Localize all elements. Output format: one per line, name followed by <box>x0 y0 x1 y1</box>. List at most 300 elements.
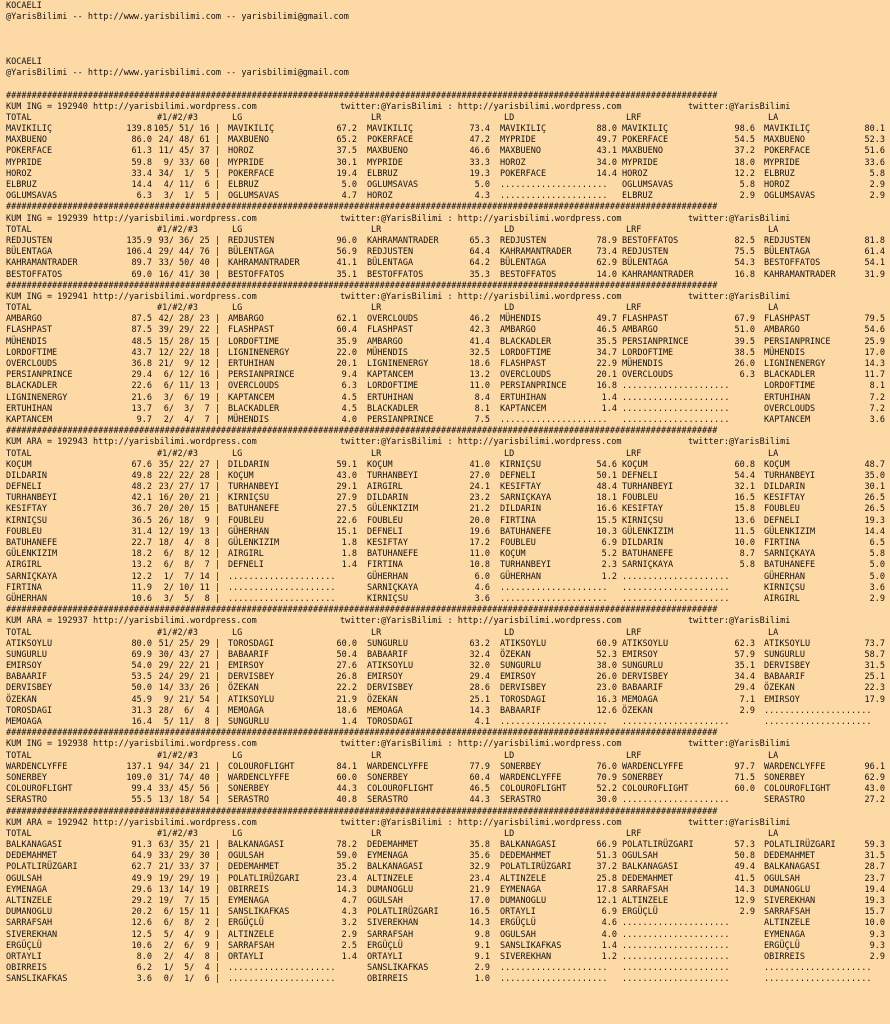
rank-name: GÜHERHAN <box>367 571 408 582</box>
rank-name: ..................... <box>622 571 730 582</box>
rank-name: ELBRUZ <box>764 168 795 179</box>
position-counts: 1/ 5/ 4 | <box>163 963 220 974</box>
col-ld: LD <box>504 303 515 314</box>
rank-name: DILDARIN <box>500 504 541 515</box>
total-score: 36.5 <box>131 515 152 526</box>
rank-value: 43.0 <box>336 470 357 481</box>
rank-value: 4.7 <box>341 191 357 202</box>
rank-value: 5.8 <box>869 549 885 560</box>
rank-value: 26.0 <box>596 672 617 683</box>
position-counts: 63/ 35/ 21 | <box>158 840 220 851</box>
rank-name: ALTINZELE <box>228 929 275 940</box>
col-positions: #1/#2/#3 <box>157 224 198 235</box>
horse-name: GÜLENKIZIM <box>6 549 58 560</box>
table-row <box>6 493 890 504</box>
rank-value: 67.9 <box>734 314 755 325</box>
rank-name: ..................... <box>500 582 608 593</box>
rank-name: AMBARGO <box>228 314 264 325</box>
rank-value: 97.7 <box>734 761 755 772</box>
table-row <box>6 504 890 515</box>
total-score: 48.5 <box>131 336 152 347</box>
rank-name: ..................... <box>622 974 730 985</box>
rank-name: BATUHANEFE <box>500 526 552 537</box>
rank-value: 9.8 <box>474 929 490 940</box>
rank-name: ELBRUZ <box>622 191 653 202</box>
total-score: 59.8 <box>131 157 152 168</box>
total-score: 11.9 <box>131 582 152 593</box>
rank-name: FOUBLEU <box>764 504 800 515</box>
horse-name: OBIRREIS <box>6 963 47 974</box>
rank-value: 11.7 <box>864 370 885 381</box>
table-row <box>6 896 890 907</box>
position-counts: 3/ 6/ 19 | <box>163 392 220 403</box>
separator-line: ########################################################################################################################################### <box>6 202 718 213</box>
rank-name: ..................... <box>228 582 336 593</box>
rank-name: ELBRUZ <box>228 180 259 190</box>
rank-value: 35.0 <box>864 470 885 481</box>
rank-value: 37.5 <box>336 146 357 157</box>
horse-name: BALKANAGASI <box>6 840 63 851</box>
rank-value: 40.8 <box>336 795 357 806</box>
rank-name: ERTUHIHAN <box>367 392 414 403</box>
rank-value: 64.4 <box>469 247 490 258</box>
rank-name: WARDENCLYFFE <box>367 761 429 772</box>
rank-name: BALKANAGASI <box>764 862 821 873</box>
rank-name: ATIKSOYLU <box>500 638 547 649</box>
rank-name: DILDARIN <box>622 538 663 548</box>
table-row <box>6 717 890 728</box>
rank-value: 26.5 <box>864 493 885 504</box>
rank-name: GÜLENKIZIM <box>764 526 816 537</box>
table-row <box>6 572 890 583</box>
col-positions: #1/#2/#3 <box>157 303 198 314</box>
separator-line: ########################################################################################################################################### <box>6 806 718 817</box>
table-row <box>6 695 890 706</box>
rank-value: 96.0 <box>336 235 357 246</box>
rank-name: FOUBLEU <box>367 515 403 526</box>
rank-name: AMBARGO <box>367 336 403 347</box>
rank-value: 16.3 <box>596 694 617 705</box>
table-row <box>6 516 890 527</box>
rank-name: EMIRSOY <box>500 672 536 683</box>
total-score: 53.5 <box>131 672 152 683</box>
rank-value: 23.2 <box>469 493 490 504</box>
total-score: 31.3 <box>131 705 152 716</box>
table-row <box>6 650 890 661</box>
total-score: 139.8 <box>126 124 152 135</box>
table-row <box>6 325 890 336</box>
rank-name: SUNGURLU <box>764 649 805 660</box>
rank-name: LORDOFTIME <box>622 347 674 358</box>
position-counts: 13/ 18/ 54 | <box>158 795 220 806</box>
rank-name: SONERBEY <box>500 761 541 772</box>
rank-name: MAVIKILIÇ <box>500 124 547 135</box>
total-score: 9.7 <box>136 414 152 425</box>
col-lr: LR <box>371 112 382 123</box>
table-row <box>6 337 890 348</box>
rank-name: OGULSAH <box>367 896 403 906</box>
table-row <box>6 930 890 941</box>
rank-name: BESTOFFATOS <box>500 269 557 280</box>
table-row <box>6 874 890 885</box>
rank-value: 54.4 <box>734 470 755 481</box>
rank-value: 18.6 <box>469 359 490 369</box>
rank-name: BATUHANEFE <box>622 549 674 560</box>
rank-value: 22.0 <box>336 347 357 358</box>
rank-name: FOUBLEU <box>622 493 658 504</box>
rank-value: 16.5 <box>734 493 755 504</box>
position-counts: 42/ 28/ 23 | <box>158 314 220 325</box>
rank-name: ORTAYLI <box>500 907 536 918</box>
horse-name: TOROSDAGI <box>6 705 53 716</box>
position-counts: 13/ 14/ 19 | <box>158 884 220 895</box>
rank-value: 29.1 <box>336 482 357 493</box>
column-header <box>6 225 890 236</box>
col-ld: LD <box>504 224 515 235</box>
horse-name: GÜHERHAN <box>6 593 47 604</box>
total-score: 55.5 <box>131 795 152 806</box>
rank-value: 84.1 <box>336 761 357 772</box>
rank-value: 17.0 <box>864 347 885 358</box>
table-row <box>6 683 890 694</box>
rank-value: 2.9 <box>474 963 490 974</box>
rank-name: ..................... <box>764 963 872 974</box>
rank-name: ORTAYLI <box>228 951 264 962</box>
rank-name: ..................... <box>500 414 608 425</box>
table-row <box>6 370 890 381</box>
rank-name: OVERCLOUDS <box>228 381 280 392</box>
col-total: TOTAL <box>6 224 32 235</box>
position-counts: 12/ 19/ 13 | <box>158 526 220 537</box>
rank-value: 14.3 <box>336 884 357 895</box>
horse-name: WARDENCLYFFE <box>6 761 68 772</box>
position-counts: 26/ 18/ 9 | <box>158 515 220 526</box>
rank-name: TURHANBEYI <box>764 470 816 481</box>
rank-name: PERSIANPRINCE <box>764 336 831 347</box>
rank-name: BÜLENTAGA <box>228 247 275 258</box>
rank-value: 9.3 <box>869 940 885 951</box>
rank-name: ..................... <box>500 717 608 727</box>
rank-value: 54.5 <box>734 135 755 146</box>
rank-name: GÜHERHAN <box>764 571 805 582</box>
rank-name: SANSLIKAFKAS <box>367 963 429 974</box>
total-score: 43.7 <box>131 347 152 358</box>
rank-name: REDJUSTEN <box>622 247 669 258</box>
rank-value: 42.3 <box>469 325 490 336</box>
rank-name: MAVIKILIÇ <box>367 124 414 135</box>
rank-value: 23.4 <box>469 873 490 884</box>
table-row <box>6 247 890 258</box>
rank-name: DERVISBEY <box>367 683 414 694</box>
rank-value: 46.2 <box>469 314 490 325</box>
total-score: 64.9 <box>131 851 152 862</box>
rank-value: 54.3 <box>734 258 755 269</box>
rank-name: POKERFACE <box>764 146 811 157</box>
rank-value: 32.9 <box>469 862 490 873</box>
rank-name: ..................... <box>622 717 730 727</box>
position-counts: 9/ 21/ 54 | <box>163 694 220 705</box>
rank-name: EMIRSOY <box>228 661 264 672</box>
rank-name: ..................... <box>764 705 872 716</box>
total-score: 18.2 <box>131 549 152 560</box>
rank-name: MYPRIDE <box>622 157 658 168</box>
rank-name: DEFNELI <box>764 515 800 526</box>
rank-name: ..................... <box>622 593 730 604</box>
position-counts: 3/ 5/ 8 | <box>163 593 220 604</box>
table-row <box>6 784 890 795</box>
rank-value: 4.3 <box>341 907 357 918</box>
position-counts: 35/ 22/ 27 | <box>158 459 220 470</box>
position-counts: 5/ 11/ 8 | <box>163 717 220 727</box>
rank-name: AIRGIRL <box>764 593 800 604</box>
rank-value: 50.4 <box>336 649 357 660</box>
rank-value: 14.3 <box>469 918 490 929</box>
rank-name: OVERCLOUDS <box>500 370 552 381</box>
table-row <box>6 180 890 191</box>
total-score: 10.6 <box>131 940 152 951</box>
horse-name: MAXBUENO <box>6 135 47 146</box>
horse-name: ÖZEKAN <box>6 694 37 705</box>
rank-name: LORDOFTIME <box>764 381 816 392</box>
total-score: 22.7 <box>131 538 152 548</box>
rank-value: 78.9 <box>596 235 617 246</box>
rank-name: FLASHPAST <box>500 359 547 369</box>
rank-name: POLATLIRÜZGARI <box>500 862 572 873</box>
rank-value: 60.0 <box>336 638 357 649</box>
position-counts: 29/ 44/ 76 | <box>158 247 220 258</box>
rank-name: MEMOAGA <box>228 705 264 716</box>
rank-value: 43.1 <box>596 146 617 157</box>
rank-value: 52.3 <box>596 649 617 660</box>
race-id: KUM ING = 192940 http://yarisbilimi.wordpress.com <box>6 101 257 112</box>
table-row <box>6 851 890 862</box>
column-header <box>6 628 890 639</box>
rank-name: BALKANAGASI <box>228 840 285 851</box>
rank-name: ÖZEKAN <box>228 683 259 694</box>
rank-name: DEFNELI <box>622 470 658 481</box>
table-row <box>6 314 890 325</box>
position-counts: 33/ 29/ 30 | <box>158 851 220 862</box>
twitter-handle: twitter:@YarisBilimi <box>688 817 791 828</box>
col-lrf: LRF <box>626 750 642 761</box>
table-row <box>6 527 890 538</box>
rank-name: ..................... <box>622 918 730 929</box>
rank-name: BLACKADLER <box>228 403 280 414</box>
rank-value: 26.0 <box>734 359 755 369</box>
race-header <box>6 437 890 448</box>
rank-value: 51.6 <box>864 146 885 157</box>
rank-name: LIGNINENERGY <box>228 347 290 358</box>
rank-name: LORDOFTIME <box>500 347 552 358</box>
horse-name: AIRGIRL <box>6 560 42 571</box>
rank-name: OVERCLOUDS <box>622 370 674 381</box>
col-total: TOTAL <box>6 828 32 839</box>
rank-value: 3.2 <box>341 918 357 929</box>
rank-value: 4.7 <box>341 896 357 906</box>
rank-name: REDJUSTEN <box>764 235 811 246</box>
rank-value: 1.4 <box>341 560 357 571</box>
table-row <box>6 460 890 471</box>
rank-value: 28.7 <box>864 862 885 873</box>
rank-value: 23.4 <box>336 873 357 884</box>
rank-name: KIRNIÇSU <box>367 593 408 604</box>
horse-name: ERGÜÇLÜ <box>6 940 42 951</box>
rank-value: 27.5 <box>336 504 357 515</box>
rank-value: 2.9 <box>739 191 755 202</box>
horse-name: SARRAFSAH <box>6 918 53 929</box>
rank-name: SERASTRO <box>764 795 805 806</box>
rank-value: 33.6 <box>864 157 885 168</box>
rank-value: 31.5 <box>864 851 885 862</box>
credit-line: @YarisBilimi -- http://www.yarisbilimi.com -- yarisbilimi@gmail.com <box>6 12 349 23</box>
horse-name: BABAARIF <box>6 672 47 683</box>
rank-value: 8.1 <box>474 403 490 414</box>
position-counts: 34/ 1/ 5 | <box>158 168 220 179</box>
position-counts: 14/ 33/ 26 | <box>158 683 220 694</box>
rank-name: ..................... <box>500 191 608 202</box>
rank-name: MYPRIDE <box>764 157 800 168</box>
horse-name: BESTOFFATOS <box>6 269 63 280</box>
table-row <box>6 583 890 594</box>
horse-name: ERTUHIHAN <box>6 403 53 414</box>
horse-name: KAHRAMANTRADER <box>6 258 78 269</box>
rank-value: 35.1 <box>336 269 357 280</box>
rank-name: MEMOAGA <box>367 705 403 716</box>
rank-value: 2.3 <box>601 560 617 571</box>
rank-value: 59.1 <box>336 459 357 470</box>
rank-value: 41.1 <box>336 258 357 269</box>
rank-value: 29.4 <box>469 672 490 683</box>
horse-name: ATIKSOYLU <box>6 638 53 649</box>
rank-name: WARDENCLYFFE <box>622 761 684 772</box>
col-lrf: LRF <box>626 828 642 839</box>
rank-value: 38.0 <box>596 661 617 672</box>
rank-name: ..................... <box>228 593 336 604</box>
rank-name: ..................... <box>622 582 730 593</box>
col-total: TOTAL <box>6 303 32 314</box>
rank-name: ..................... <box>622 414 730 425</box>
rank-value: 2.9 <box>869 191 885 202</box>
rank-value: 11.0 <box>469 381 490 392</box>
col-ld: LD <box>504 112 515 123</box>
table-row <box>6 191 890 202</box>
rank-value: 56.9 <box>336 247 357 258</box>
total-score: 48.2 <box>131 482 152 493</box>
position-counts: 6/ 12/ 16 | <box>163 370 220 381</box>
col-lg: LG <box>232 112 243 123</box>
rank-name: SARNIÇKAYA <box>764 549 816 560</box>
rank-value: 62.1 <box>336 314 357 325</box>
rank-value: 46.5 <box>596 325 617 336</box>
rank-value: 48.7 <box>864 459 885 470</box>
position-counts: 6/ 3/ 7 | <box>163 403 220 414</box>
rank-name: BABAARIF <box>228 649 269 660</box>
rank-value: 50.1 <box>596 470 617 481</box>
table-row <box>6 158 890 169</box>
position-counts: 11/ 45/ 37 | <box>158 146 220 157</box>
rank-name: LIGNINENERGY <box>764 359 826 369</box>
twitter-handle: twitter:@YarisBilimi <box>688 616 791 627</box>
rank-name: OGLUMSAVAS <box>367 180 419 190</box>
rank-value: 5.8 <box>739 180 755 190</box>
rank-value: 12.9 <box>734 896 755 906</box>
rank-name: MAXBUENO <box>228 135 269 146</box>
rank-value: 19.4 <box>864 884 885 895</box>
rank-name: SANSLIKAFKAS <box>228 907 290 918</box>
rank-value: 60.9 <box>596 638 617 649</box>
rank-value: 21.2 <box>469 504 490 515</box>
table-row <box>6 639 890 650</box>
rank-name: ERGÜÇLÜ <box>367 940 403 951</box>
rank-name: POKERFACE <box>367 135 414 146</box>
twitter-handle: twitter:@YarisBilimi <box>688 437 791 448</box>
rank-name: OGLUMSAVAS <box>228 191 280 202</box>
rank-value: 14.0 <box>596 269 617 280</box>
horse-name: MAVIKILIÇ <box>6 124 53 135</box>
rank-value: 60.0 <box>336 772 357 783</box>
position-counts: 5/ 4/ 9 | <box>163 929 220 940</box>
rank-value: 62.9 <box>596 258 617 269</box>
city-title: KOCAELI <box>6 56 42 67</box>
rank-name: BATUHANEFE <box>764 560 816 571</box>
table-row <box>6 885 890 896</box>
rank-name: EYMENAGA <box>764 929 805 940</box>
rank-value: 62.9 <box>864 772 885 783</box>
col-lr: LR <box>371 627 382 638</box>
rank-value: 30.1 <box>336 157 357 168</box>
rank-name: MAXBUENO <box>367 146 408 157</box>
col-lg: LG <box>232 448 243 459</box>
table-row <box>6 672 890 683</box>
total-score: 29.2 <box>131 896 152 906</box>
horse-name: DUMANOGLU <box>6 907 53 918</box>
total-score: 89.7 <box>131 258 152 269</box>
rank-name: ATIKSOYLU <box>367 661 414 672</box>
rank-value: 12.2 <box>734 168 755 179</box>
rank-value: 30.0 <box>596 795 617 806</box>
horse-name: SERASTRO <box>6 795 47 806</box>
rank-name: ÖZEKAN <box>367 694 398 705</box>
rank-value: 6.9 <box>601 907 617 918</box>
rank-value: 21.9 <box>336 694 357 705</box>
race-id: KUM ARA = 192937 http://yarisbilimi.wordpress.com <box>6 616 257 627</box>
col-lg: LG <box>232 627 243 638</box>
rank-name: EMIRSOY <box>367 672 403 683</box>
rank-name: OBIRREIS <box>367 974 408 985</box>
total-score: 29.6 <box>131 884 152 895</box>
twitter-link: twitter:@YarisBilimi : http://yarisbilimi.wordpress.com <box>340 817 622 828</box>
rank-name: DEDEMAHMET <box>764 851 816 862</box>
rank-name: EYMENAGA <box>228 896 269 906</box>
position-counts: 2/ 4/ 7 | <box>163 414 220 425</box>
col-ld: LD <box>504 448 515 459</box>
col-positions: #1/#2/#3 <box>157 112 198 123</box>
horse-name: SIVEREKHAN <box>6 929 58 940</box>
rank-name: DILDARIN <box>764 482 805 493</box>
position-counts: 39/ 29/ 22 | <box>158 325 220 336</box>
position-counts: 6/ 8/ 2 | <box>163 918 220 929</box>
rank-value: 46.5 <box>469 784 490 795</box>
rank-value: 25.1 <box>469 694 490 705</box>
position-counts: 19/ 29/ 19 | <box>158 873 220 884</box>
rank-name: MYPRIDE <box>500 135 536 146</box>
rank-name: ERGÜÇLÜ <box>764 940 800 951</box>
rank-value: 15.7 <box>864 907 885 918</box>
rank-name: POLATLIRÜZGARI <box>764 840 836 851</box>
total-score: 86.0 <box>131 135 152 146</box>
col-lg: LG <box>232 224 243 235</box>
column-header <box>6 303 890 314</box>
